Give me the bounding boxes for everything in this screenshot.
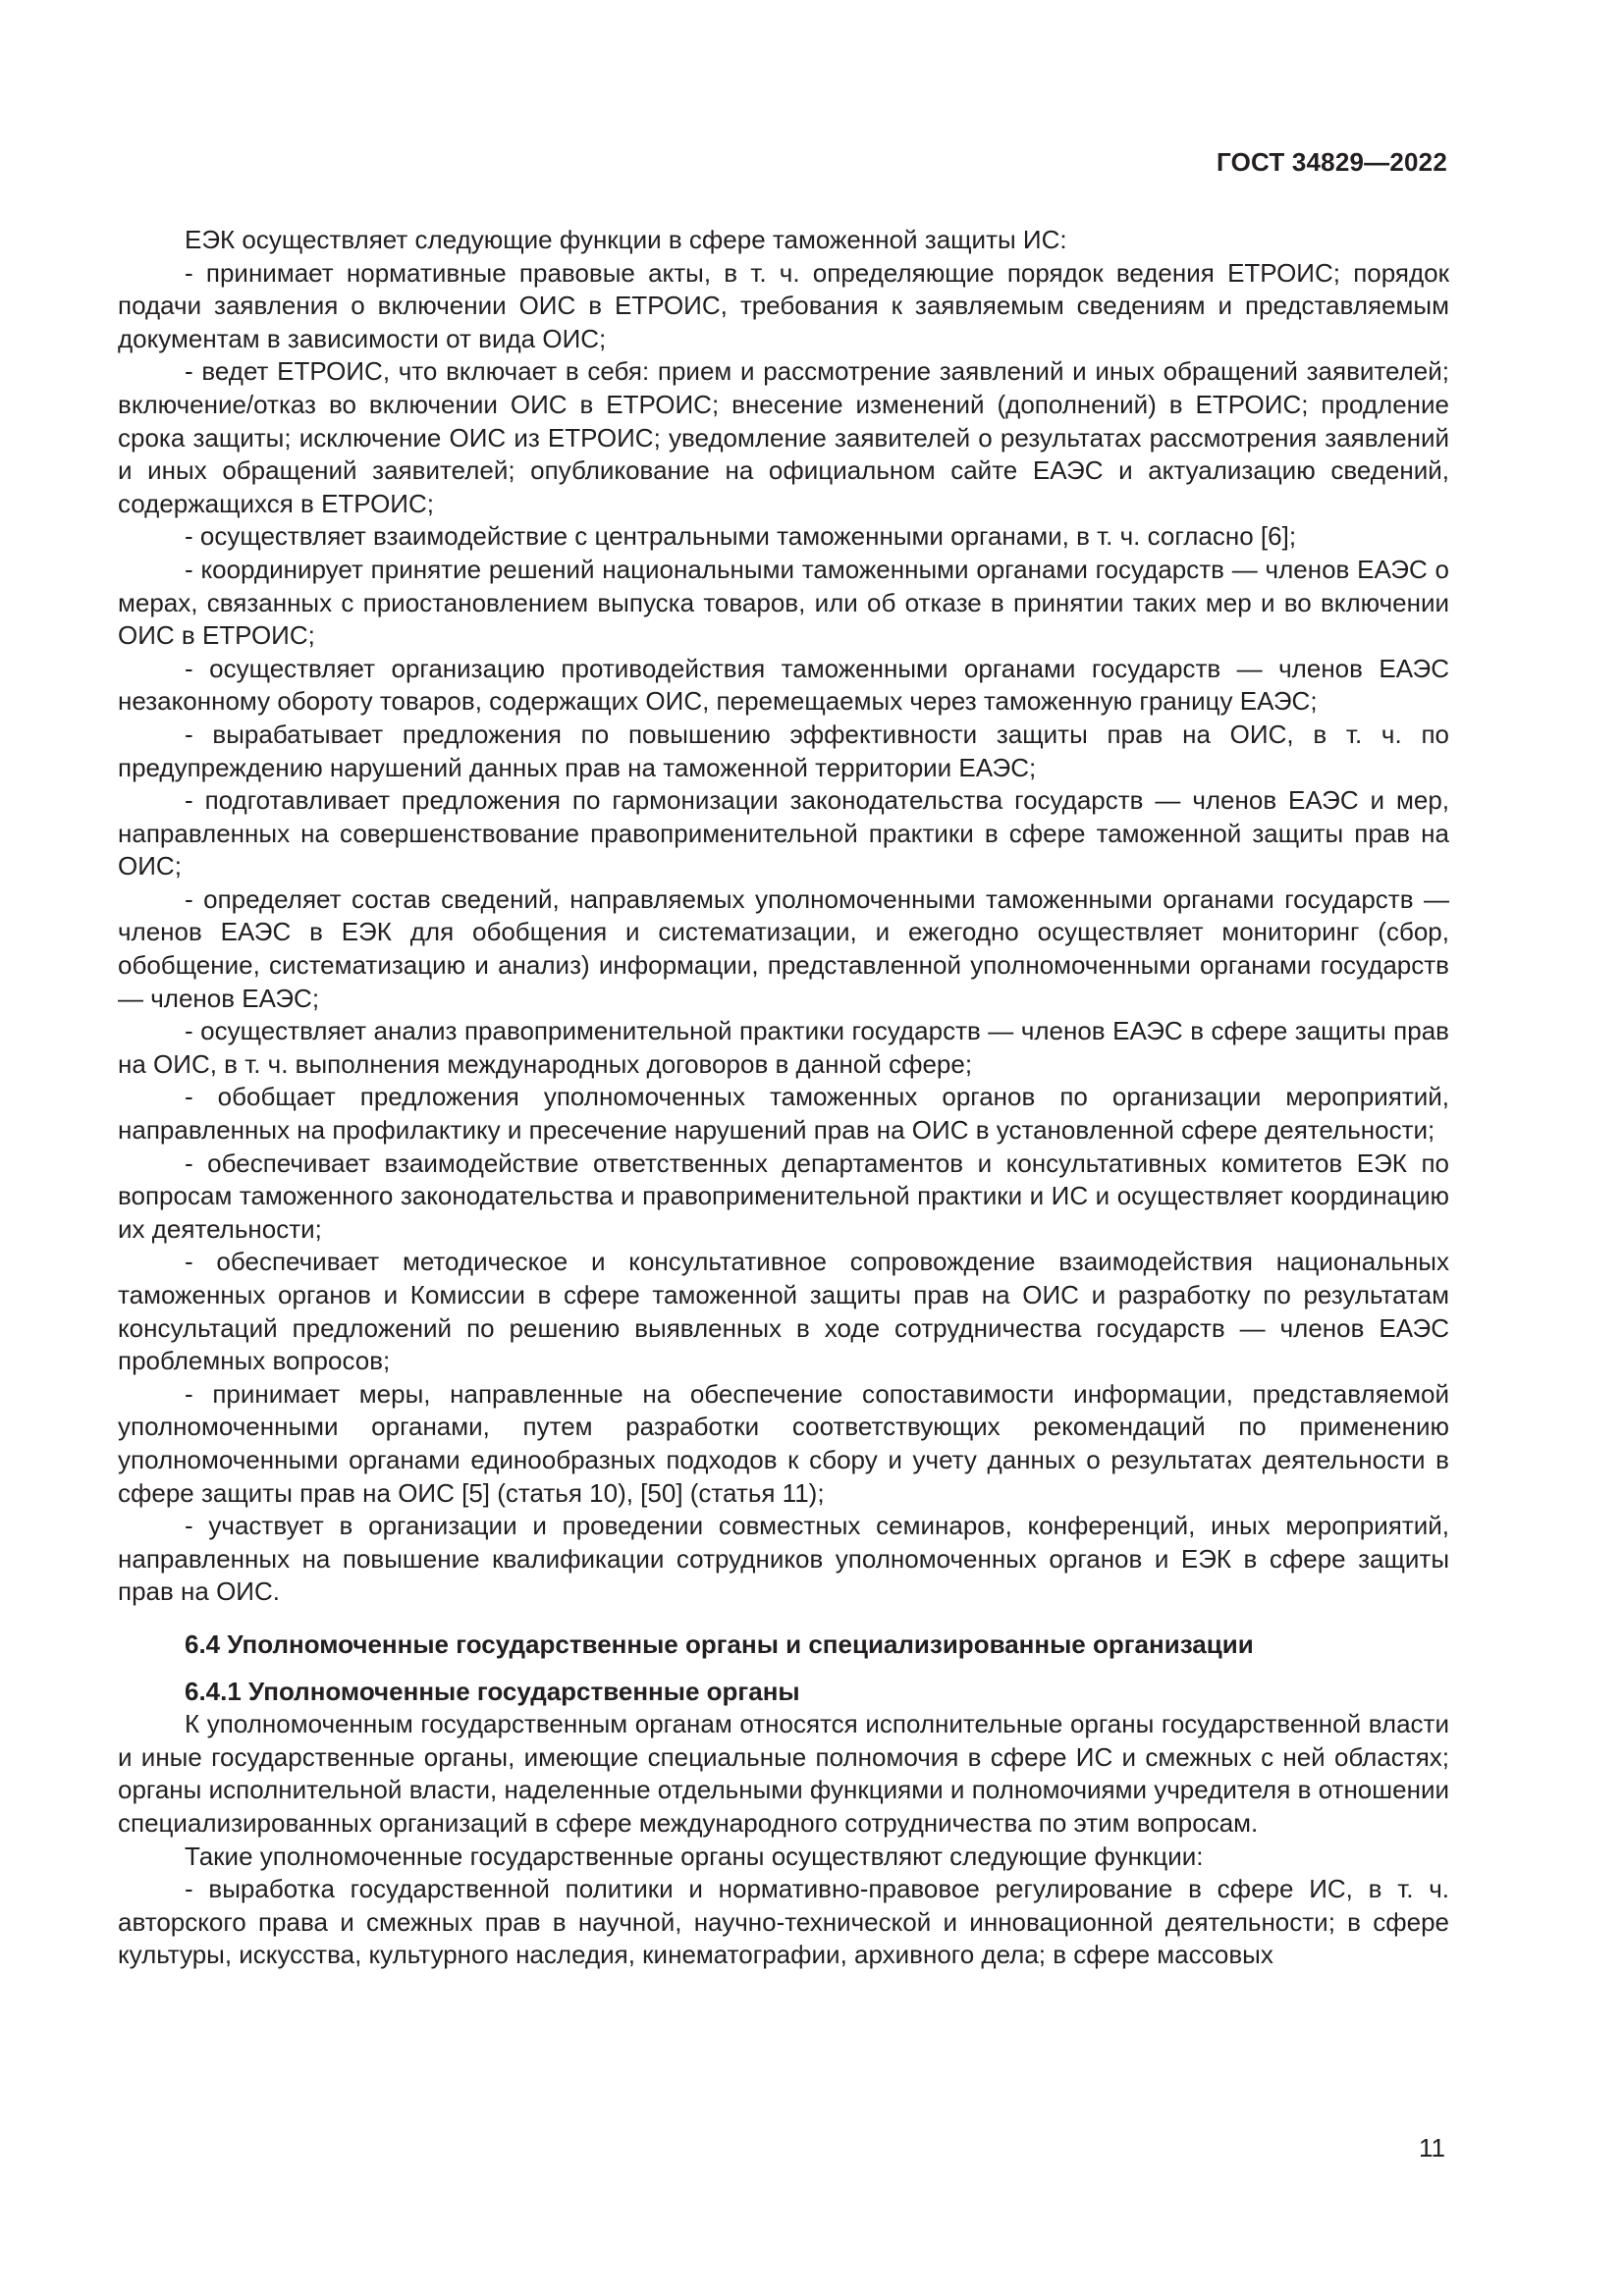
list-item: - ведет ЕТРОИС, что включает в себя: прием и рассмотрение заявлений и иных обращений заявителей; включение/отказ во включении ОИС в ЕТРОИС; внесение изменений (дополнений) в ЕТРОИС; продление срока защиты; исключение ОИС из ЕТРОИС; уведомление заявителей о результатах рассмотрения заявлений и иных обращений заявителей; опубликование на официальном сайте ЕАЭС и актуализацию сведений, содержащихся в ЕТРОИС; bbox=[118, 356, 1449, 518]
page-content bbox=[118, 224, 1449, 1972]
functions-list bbox=[118, 257, 1449, 1609]
intro-paragraph: ЕЭК осуществляет следующие функции в сфере таможенной защиты ИС: bbox=[185, 225, 1067, 254]
list-item: - координирует принятие решений национальными таможенными органами государств — членов ЕАЭС о мерах, связанных с приостановлением выпуска товаров, или об отказе в принятии таких мер и во включении ОИС в ЕТРОИС; bbox=[118, 554, 1449, 651]
subsection-paragraph: Такие уполномоченные государственные органы осуществляют следующие функции: bbox=[185, 1841, 1204, 1871]
list-item: - определяет состав сведений, направляемых уполномоченными таможенными органами государств — членов ЕАЭС в ЕЭК для обобщения и систематизации, и ежегодно осуществляет мониторинг (сбор, обобщение, систематизацию и анализ) информации, представленной уполномоченными органами государств — членов ЕАЭС; bbox=[118, 883, 1449, 1013]
list-item: - осуществляет организацию противодействия таможенными органами государств — членов ЕАЭС незаконному обороту товаров, содержащих ОИС, перемещаемых через таможенную границу ЕАЭС; bbox=[118, 653, 1449, 717]
list-item: - принимает нормативные правовые акты, в т. ч. определяющие порядок ведения ЕТРОИС; порядок подачи заявления о включении ОИС в ЕТРОИС, требования к заявляемым сведениям и представляемым документам в зависимости от вида ОИС; bbox=[118, 257, 1449, 353]
list-item: - вырабатывает предложения по повышению эффективности защиты прав на ОИС, в т. ч. по предупреждению нарушений данных прав на таможенной территории ЕАЭС; bbox=[118, 719, 1449, 782]
document-code: ГОСТ 34829—2022 bbox=[1217, 147, 1447, 177]
section-heading: 6.4 Уполномоченные государственные органы и специализированные организации bbox=[185, 1629, 1254, 1659]
list-item: - принимает меры, направленные на обеспечение сопоставимости информации, представляемой уполномоченными органами, путем разработки соответствующих рекомендаций по применению уполномоченными органами единообразных подходов к сбору и учету данных о результатах деятельности в сфере защиты прав на ОИС [5] (статья 10), [50] (статья 11); bbox=[118, 1378, 1449, 1508]
list-item: - осуществляет взаимодействие с центральными таможенными органами, в т. ч. согласно [6]; bbox=[185, 521, 1297, 552]
page-number: 11 bbox=[1419, 2133, 1445, 2163]
subsection-heading: 6.4.1 Уполномоченные государственные органы bbox=[185, 1676, 800, 1706]
list-item: - участвует в организации и проведении совместных семинаров, конференций, иных мероприятий, направленных на повышение квалификации сотрудников уполномоченных органов и ЕЭК в сфере защиты прав на ОИС. bbox=[118, 1511, 1449, 1607]
subsection-paragraph: К уполномоченным государственным органам относятся исполнительные органы государственной власти и иные государственные органы, имеющие специальные полномочия в сфере ИС и смежных с ней областях; органы исполнительной власти, наделенные отдельными функциями и полномочиями учредителя в отношении специализированных организаций в сфере международного сотрудничества по этим вопросам. bbox=[118, 1709, 1449, 1838]
list-item: - обеспечивает взаимодействие ответственных департаментов и консультативных комитетов ЕЭК по вопросам таможенного законодательства и правоприменительной практики и ИС и осуществляет координацию их деятельности; bbox=[118, 1148, 1449, 1244]
list-item: - обобщает предложения уполномоченных таможенных органов по организации мероприятий, направленных на профилактику и пресечение нарушений прав на ОИС в установленной сфере деятельности; bbox=[118, 1082, 1449, 1146]
list-item: - подготавливает предложения по гармонизации законодательства государств — членов ЕАЭС и мер, направленных на совершенствование правоприменительной практики в сфере таможенной защиты прав на ОИС; bbox=[118, 785, 1449, 881]
list-item: - обеспечивает методическое и консультативное сопровождение взаимодействия национальных таможенных органов и Комиссии в сфере таможенной защиты прав на ОИС и разработку по результатам консультаций предложений по решению выявленных в ходе сотрудничества государств — членов ЕАЭС проблемных вопросов; bbox=[118, 1247, 1449, 1376]
list-item: - осуществляет анализ правоприменительной практики государств — членов ЕАЭС в сфере защиты прав на ОИС, в т. ч. выполнения международных договоров в данной сфере; bbox=[118, 1016, 1449, 1079]
list-item: - выработка государственной политики и нормативно-правовое регулирование в сфере ИС, в т. ч. авторского права и смежных прав в научной, научно-технической и инновационной деятельности; в сфере культуры, искусства, культурного наследия, кинематографии, архивного дела; в сфере массовых bbox=[118, 1874, 1449, 1970]
